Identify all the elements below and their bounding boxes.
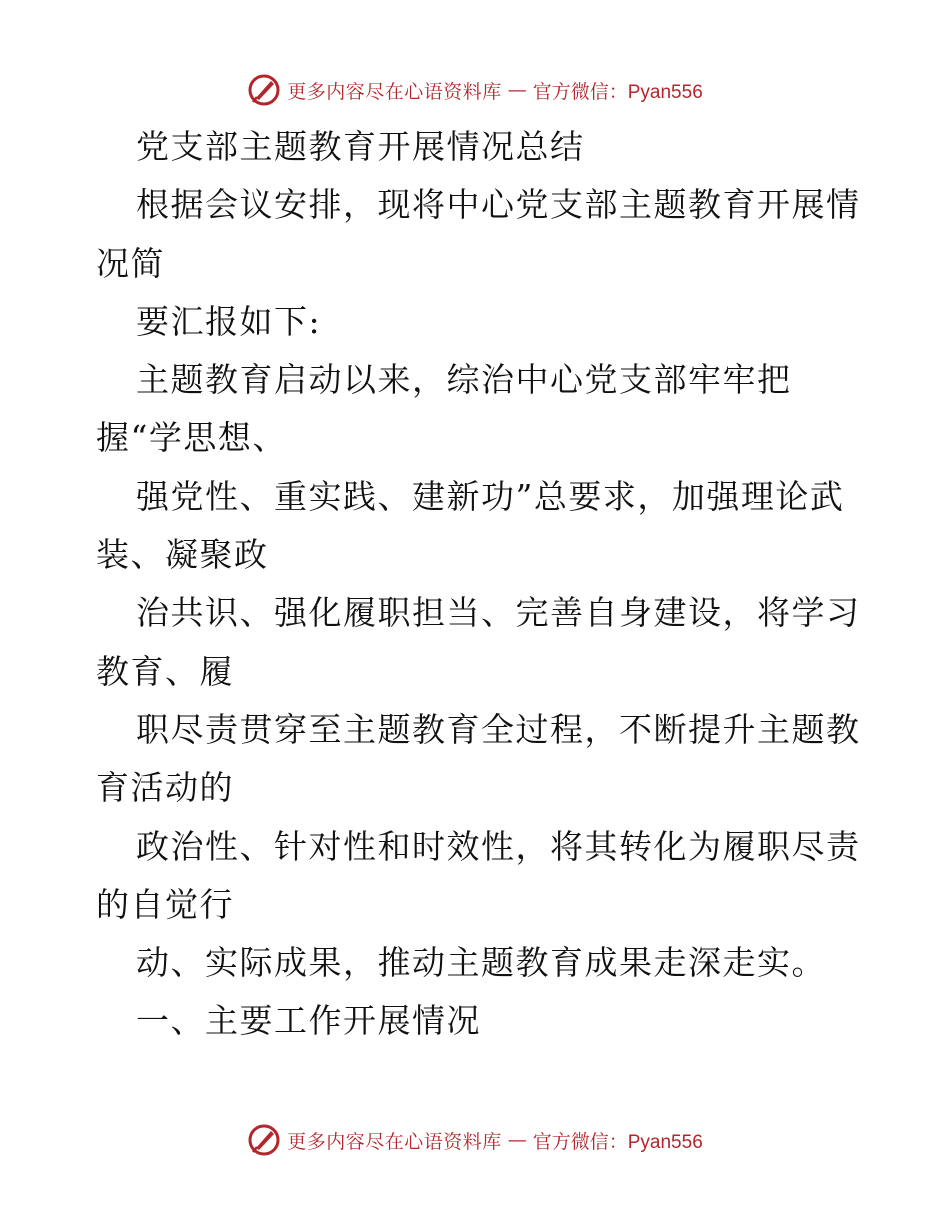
watermark-wechat: 官方微信：Pyan556 [532, 81, 703, 103]
section-heading: 一、主要工作开展情况 [136, 1001, 481, 1041]
paragraph-line: 主题教育启动以来，综治中心党支部牢牢把 [136, 360, 792, 400]
paragraph-line: 握“学思想、 [96, 418, 287, 458]
document-title: 党支部主题教育开展情况总结 [136, 127, 585, 166]
document-body [96, 118, 866, 1051]
paragraph-line: 职尽责贯穿至主题教育全过程，不断提升主题教 [136, 709, 861, 749]
watermark-text: 更多内容尽在心语资料库 [287, 1130, 502, 1153]
paragraph-line: 治共识、强化履职担当、完善自身建设，将学习 [136, 593, 861, 633]
paragraph-line: 的自觉行 [96, 884, 234, 924]
paragraph-line: 根据会议安排，现将中心党支部主题教育开展情 [136, 185, 861, 225]
watermark-wechat: 官方微信：Pyan556 [532, 1131, 703, 1153]
paragraph-line: 教育、履 [96, 651, 234, 691]
quill-logo-icon [247, 1123, 281, 1157]
paragraph-line: 育活动的 [96, 768, 234, 808]
quill-logo-icon [247, 73, 281, 107]
paragraph-line: 政治性、针对性和时效性，将其转化为履职尽责 [136, 826, 861, 866]
watermark-text: 更多内容尽在心语资料库 [287, 80, 502, 103]
paragraph-line: 动、实际成果，推动主题教育成果走深走实。 [136, 943, 826, 983]
paragraph-line: 强党性、重实践、建新功”总要求，加强理论武 [136, 476, 845, 516]
watermark-separator: — [507, 79, 527, 101]
watermark-separator: — [507, 1129, 527, 1151]
paragraph-line: 装、凝聚政 [96, 535, 269, 575]
header-watermark [0, 70, 950, 110]
paragraph-line: 况简 [96, 243, 165, 283]
footer-watermark [0, 1120, 950, 1160]
paragraph-line: 要汇报如下: [136, 301, 322, 341]
